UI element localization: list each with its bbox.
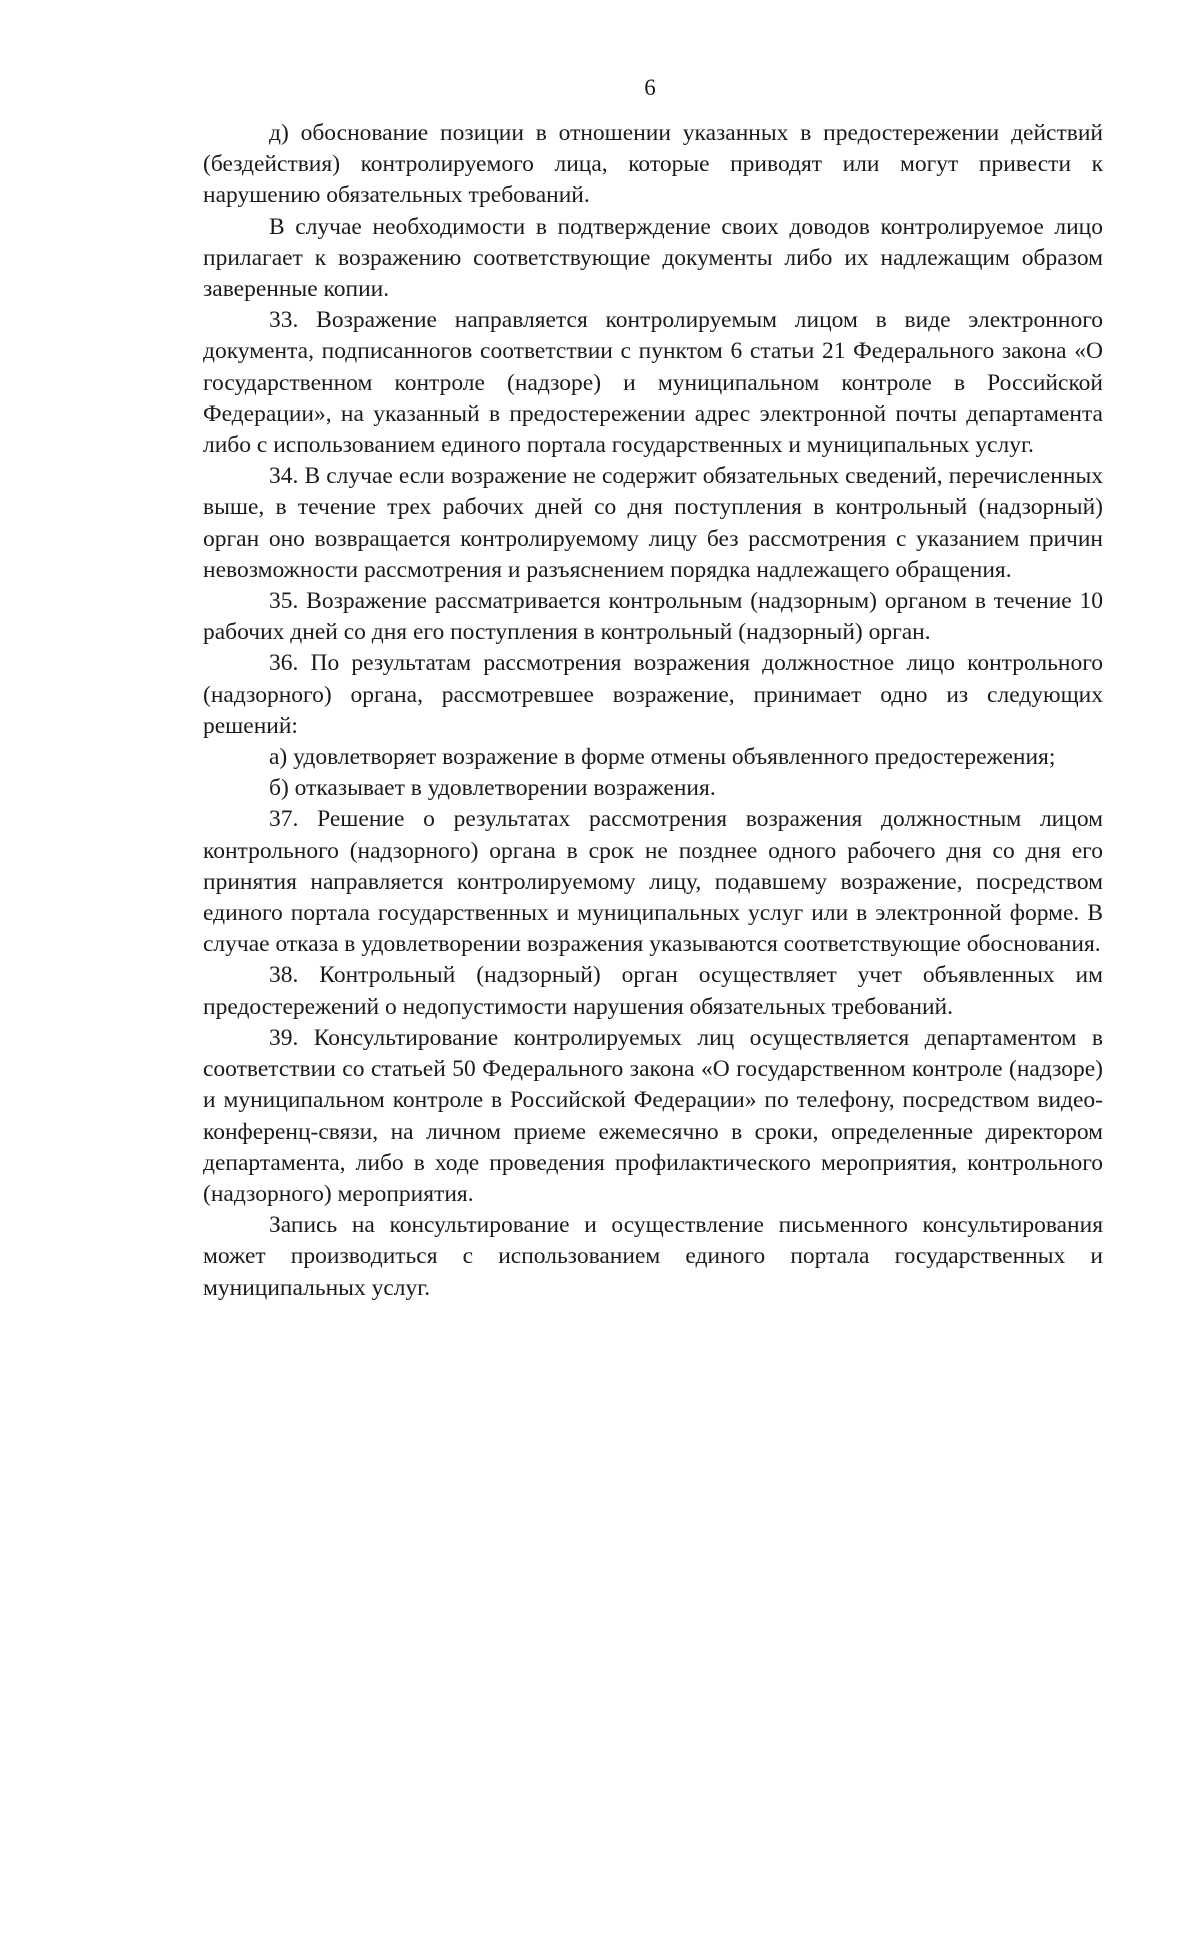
document-body [203, 118, 1103, 1304]
paragraph-39: 39. Консультирование контролируемых лиц осуществляется департаментом в соответствии со статьей 50 Федерального закона «О государственном контроле (надзоре) и муниципальном контроле в Российской Федерации» по телефону, посредством видео-конференц-связи, на личном приеме ежемесячно в сроки, определенные директором департамента, либо в ходе проведения профилактического мероприятия, контрольного (надзорного) мероприятия. [203, 1024, 1103, 1207]
paragraph-supporting-documents: В случае необходимости в подтверждение своих доводов контролируемое лицо прилагает к возражению соответствующие документы либо их надлежащим образом заверенные копии. [203, 213, 1103, 303]
paragraph-consultation-registration: Запись на консультирование и осуществление письменного консультирования может производиться с использованием единого портала государственных и муниципальных услуг. [203, 1212, 1103, 1301]
paragraph-38: 38. Контрольный (надзорный) орган осуществляет учет объявленных им предостережений о недопустимости нарушения обязательных требований. [203, 962, 1103, 1020]
paragraph-36: 36. По результатам рассмотрения возражения должностное лицо контрольного (надзорного) органа, рассмотревшее возражение, принимает одно из следующих решений: [203, 650, 1103, 739]
paragraph-35: 35. Возражение рассматривается контрольным (надзорным) органом в течение 10 рабочих дней со дня его поступления в контрольный (надзорный) орган. [203, 588, 1103, 646]
paragraph-36-a: а) удовлетворяет возражение в форме отмены объявленного предостережения; [269, 744, 1056, 771]
paragraph-item-d: д) обоснование позиции в отношении указанных в предостережении действий (бездействия) контролируемого лица, которые приводят или могут привести к нарушению обязательных требований. [203, 120, 1103, 209]
paragraph-37: 37. Решение о результатах рассмотрения возражения должностным лицом контрольного (надзорного) органа в срок не позднее одного рабочего дня со дня его принятия направляется контролируемому лицу, подавшему возражение, посредством единого портала государственных и муниципальных услуг или в электронной форме. В случае отказа в удовлетворении возражения указываются соответствующие обоснования. [203, 806, 1103, 958]
paragraph-33: 33. Возражение направляется контролируемым лицом в виде электронного документа, подписанногов соответствии с пунктом 6 статьи 21 Федерального закона «О государственном контроле (надзоре) и муниципальном контроле в Российской Федерации», на указанный в предостережении адрес электронной почты департамента либо с использованием единого портала государственных и муниципальных услуг. [203, 307, 1103, 459]
paragraph-36-b: б) отказывает в удовлетворении возражения. [269, 775, 716, 802]
page-number: 6 [644, 75, 656, 100]
paragraph-34: 34. В случае если возражение не содержит обязательных сведений, перечисленных выше, в течение трех рабочих дней со дня поступления в контрольный (надзорный) орган оно возвращается контролируемому лицу без рассмотрения с указанием причин невозможности рассмотрения и разъяснением порядка надлежащего обращения. [203, 463, 1103, 583]
